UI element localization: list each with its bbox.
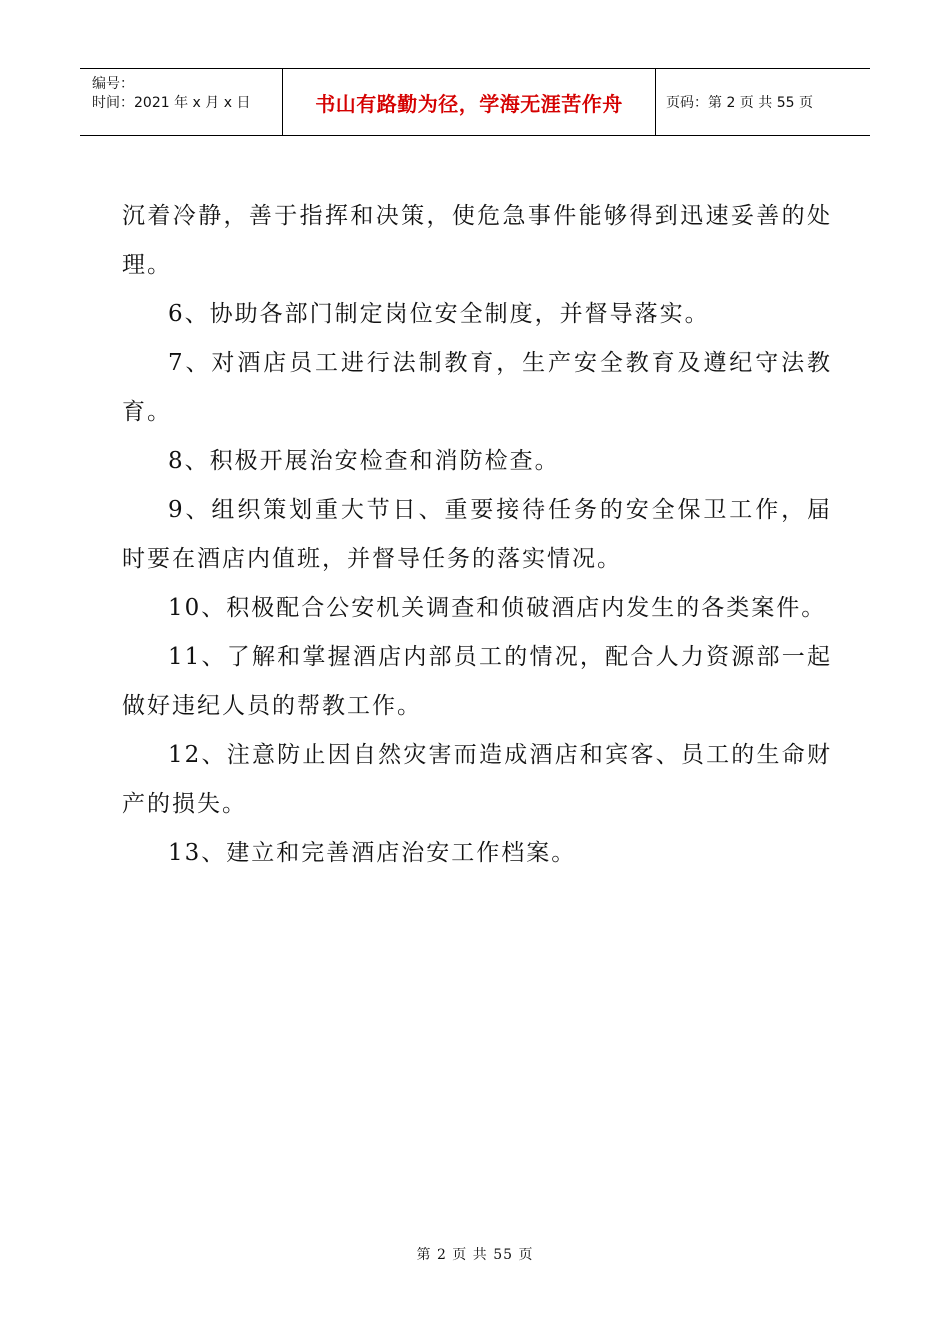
header-motto: 书山有路勤为径，学海无涯苦作舟 bbox=[315, 91, 623, 116]
paragraph: 12、注意防止因自然灾害而造成酒店和宾客、员工的生命财产的损失。 bbox=[122, 742, 832, 817]
document-date-label: 时间：2021 年 x 月 x 日 bbox=[92, 95, 251, 111]
paragraph: 13、建立和完善酒店治安工作档案。 bbox=[168, 840, 577, 866]
page-header bbox=[80, 68, 870, 136]
header-motto-cell bbox=[282, 69, 656, 135]
paragraph: 8、积极开展治安检查和消防检查。 bbox=[168, 448, 560, 474]
paragraph: 沉着冷静，善于指挥和决策，使危急事件能够得到迅速妥善的处理。 bbox=[122, 203, 832, 278]
paragraph: 9、组织策划重大节日、重要接待任务的安全保卫工作，届时要在酒店内值班，并督导任务的落实情况。 bbox=[122, 497, 832, 572]
document-number-label: 编号： bbox=[92, 76, 134, 92]
paragraph: 7、对酒店员工进行法制教育，生产安全教育及遵纪守法教育。 bbox=[122, 350, 832, 425]
document-body bbox=[122, 192, 832, 878]
paragraph: 6、协助各部门制定岗位安全制度，并督导落实。 bbox=[168, 301, 710, 327]
page-footer bbox=[0, 1244, 950, 1264]
header-page-label: 页码：第 2 页 共 55 页 bbox=[666, 95, 813, 111]
paragraph: 10、积极配合公安机关调查和侦破酒店内发生的各类案件。 bbox=[168, 595, 827, 621]
paragraph: 11、了解和掌握酒店内部员工的情况，配合人力资源部一起做好违纪人员的帮教工作。 bbox=[122, 644, 832, 719]
footer-page-number: 第 2 页 共 55 页 bbox=[416, 1247, 534, 1263]
header-meta bbox=[80, 69, 282, 135]
header-page-cell bbox=[656, 69, 870, 135]
